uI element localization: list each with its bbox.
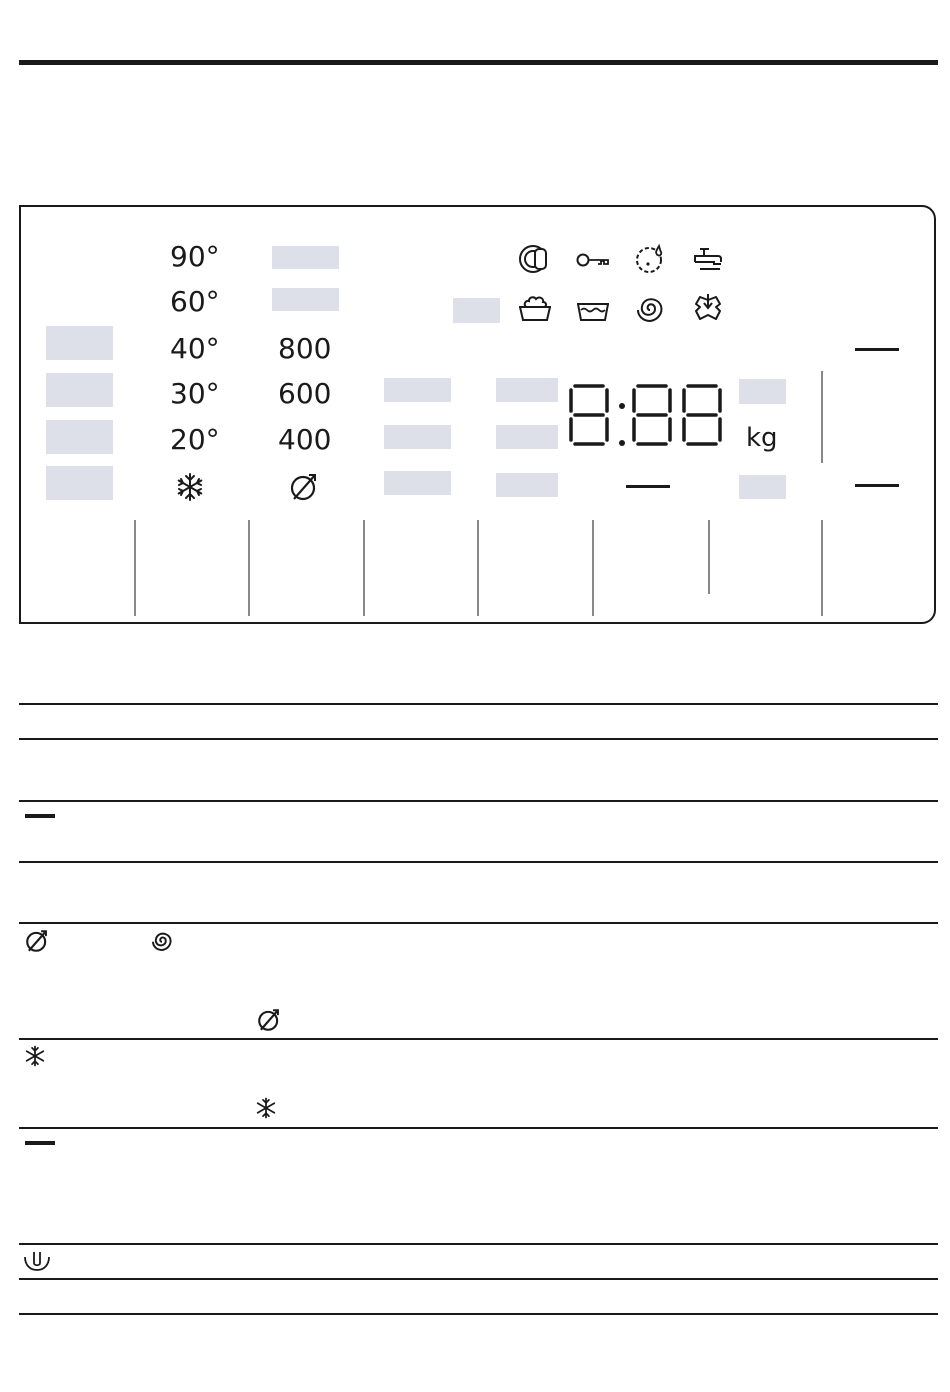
no-spin-icon	[256, 1007, 282, 1033]
option-placeholder	[496, 473, 558, 497]
water-tap-icon	[692, 244, 724, 274]
button-placeholder[interactable]	[46, 326, 113, 360]
table-rule	[19, 1038, 938, 1040]
divider	[821, 520, 823, 616]
table-rule	[19, 800, 938, 802]
prewash-icon	[517, 292, 553, 324]
snowflake-icon	[175, 472, 205, 502]
option-placeholder	[453, 298, 500, 323]
spin-placeholder	[272, 246, 339, 269]
snowflake-icon	[255, 1097, 277, 1119]
divider	[821, 371, 823, 463]
spin-400: 400	[278, 423, 332, 456]
option-placeholder	[384, 378, 451, 402]
no-spin-icon	[288, 471, 320, 503]
table-rule	[19, 861, 938, 863]
divider	[477, 520, 479, 616]
divider	[134, 520, 136, 616]
wash-icon	[576, 296, 610, 324]
table-rule	[19, 703, 938, 705]
spin-600: 600	[278, 377, 332, 410]
divider	[248, 520, 250, 616]
option-placeholder	[384, 425, 451, 449]
child-lock-icon	[576, 250, 610, 270]
time-display	[566, 383, 726, 447]
table-rule	[19, 922, 938, 924]
table-rule	[19, 1243, 938, 1245]
dash-icon	[25, 1141, 55, 1145]
divider	[708, 520, 710, 594]
snowflake-icon	[24, 1045, 46, 1067]
spin-icon	[635, 293, 665, 325]
temp-40: 40°	[170, 332, 220, 365]
spin-800: 800	[278, 332, 332, 365]
button-placeholder[interactable]	[46, 373, 113, 407]
weight-unit: kg	[746, 423, 778, 453]
table-rule	[19, 1313, 938, 1315]
temp-20: 20°	[170, 423, 220, 456]
button-placeholder[interactable]	[46, 420, 113, 454]
stains-icon	[634, 243, 668, 275]
temp-90: 90°	[170, 240, 220, 273]
dash-icon	[25, 814, 55, 818]
table-rule	[19, 738, 938, 740]
table-rule	[19, 1127, 938, 1129]
option-placeholder	[496, 378, 558, 402]
option-placeholder	[384, 471, 451, 495]
option-placeholder	[739, 475, 786, 499]
dash-indicator	[855, 484, 899, 487]
temp-60: 60°	[170, 285, 220, 318]
divider	[592, 520, 594, 616]
option-placeholder	[496, 425, 558, 449]
spin-icon	[150, 929, 174, 953]
button-placeholder[interactable]	[46, 466, 113, 500]
temp-30: 30°	[170, 377, 220, 410]
drum-clean-icon	[518, 243, 552, 275]
option-placeholder	[739, 379, 786, 404]
divider	[363, 520, 365, 616]
rinse-hold-icon	[692, 291, 724, 325]
table-rule	[19, 1278, 938, 1280]
spin-placeholder	[272, 288, 339, 311]
dash-indicator	[626, 485, 670, 488]
top-rule	[19, 60, 938, 65]
no-spin-icon	[24, 928, 50, 954]
dash-indicator	[855, 348, 899, 351]
drain-icon	[23, 1249, 51, 1273]
